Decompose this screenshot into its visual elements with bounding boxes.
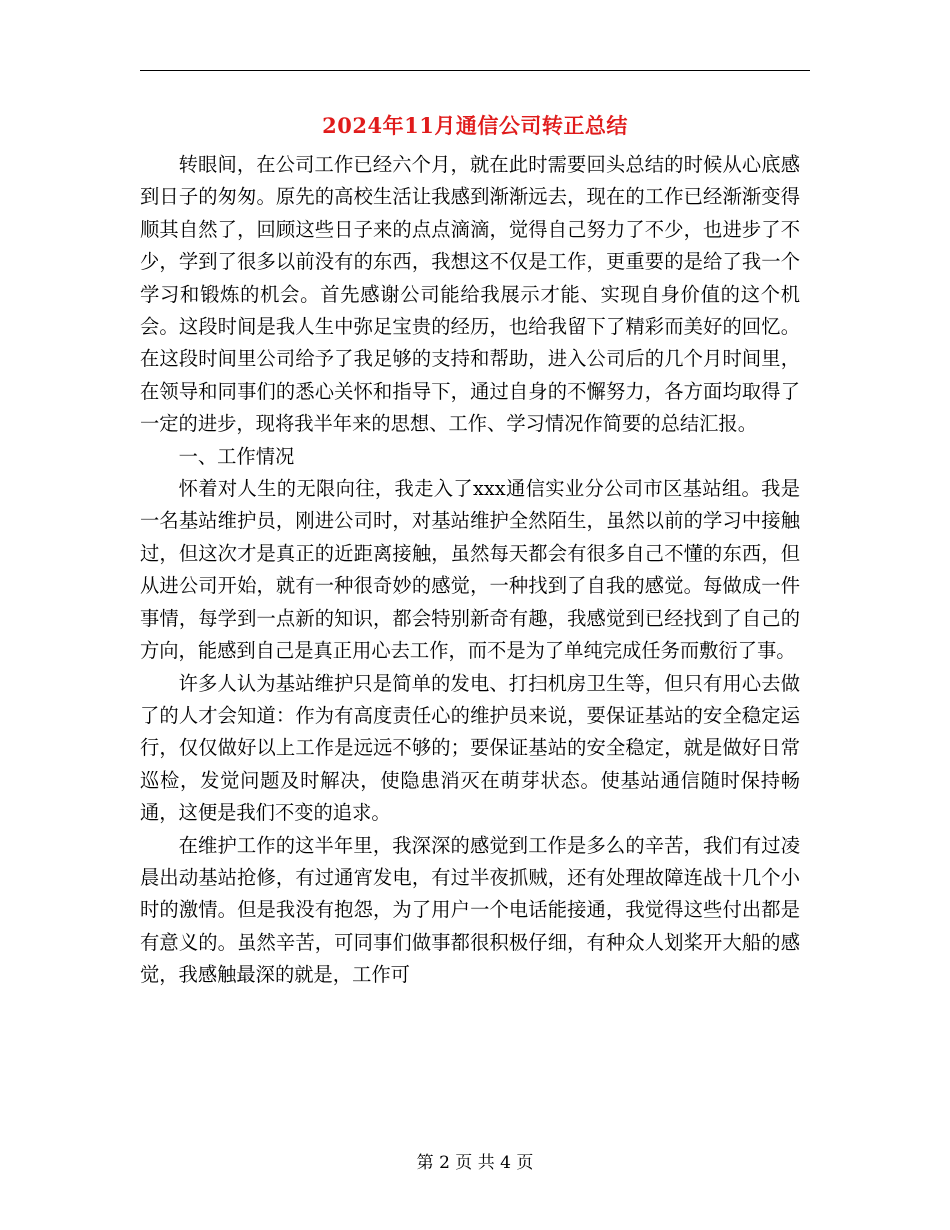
paragraph-intro: 转眼间，在公司工作已经六个月，就在此时需要回头总结的时候从心底感到日子的匆匆。原先的高校生活让我感到渐渐远去，现在的工作已经渐渐变得顺其自然了，回顾这些日子来的点点滴滴，觉得自己努力了不少，也进步了不少，学到了很多以前没有的东西，我想这不仅是工作，更重要的是给了我一个学习和锻炼的机会。首先感谢公司能给我展示才能、实现自身价值的这个机会。这段时间是我人生中弥足宝贵的经历，也给我留下了精彩而美好的回忆。在这段时间里公司给予了我足够的支持和帮助，进入公司后的几个月时间里，在领导和同事们的悉心关怀和指导下，通过自身的不懈努力，各方面均取得了一定的进步，现将我半年来的思想、工作、学习情况作简要的总结汇报。 bbox=[140, 153, 800, 436]
header-rule bbox=[140, 70, 810, 71]
section-heading-work: 一、工作情况 bbox=[178, 444, 295, 468]
document-title: 2024年11月通信公司转正总结 bbox=[322, 113, 628, 138]
paragraph-work-1: 怀着对人生的无限向往，我走入了xxx通信实业分公司市区基站组。我是一名基站维护员，刚进公司时，对基站维护全然陌生，虽然以前的学习中接触过，但这次才是真正的近距离接触，虽然每天都会有很多自己不懂的东西，但从进公司开始，就有一种很奇妙的感觉，一种找到了自我的感觉。每做成一件事情，每学到一点新的知识，都会特别新奇有趣，我感觉到已经找到了自己的方向，能感到自己是真正用心去工作，而不是为了单纯完成任务而敷衍了事。 bbox=[140, 477, 800, 663]
document-body bbox=[140, 149, 800, 992]
paragraph-work-2: 许多人认为基站维护只是简单的发电、打扫机房卫生等，但只有用心去做了的人才会知道：作为有高度责任心的维护员来说，要保证基站的安全稳定运行，仅仅做好以上工作是远远不够的；要保证基站的安全稳定，就是做好日常巡检，发觉问题及时解决，使隐患消灭在萌芽状态。使基站通信随时保持畅通，这便是我们不变的追求。 bbox=[140, 671, 800, 825]
paragraph-work-3: 在维护工作的这半年里，我深深的感觉到工作是多么的辛苦，我们有过凌晨出动基站抢修，有过通宵发电，有过半夜抓贼，还有处理故障连战十几个小时的激情。但是我没有抱怨，为了用户一个电话能接通，我觉得这些付出都是有意义的。虽然辛苦，可同事们做事都很积极仔细，有种众人划桨开大船的感觉，我感触最深的就是，工作可 bbox=[140, 833, 800, 987]
page-footer: 第 2 页 共 4 页 bbox=[416, 1153, 534, 1173]
